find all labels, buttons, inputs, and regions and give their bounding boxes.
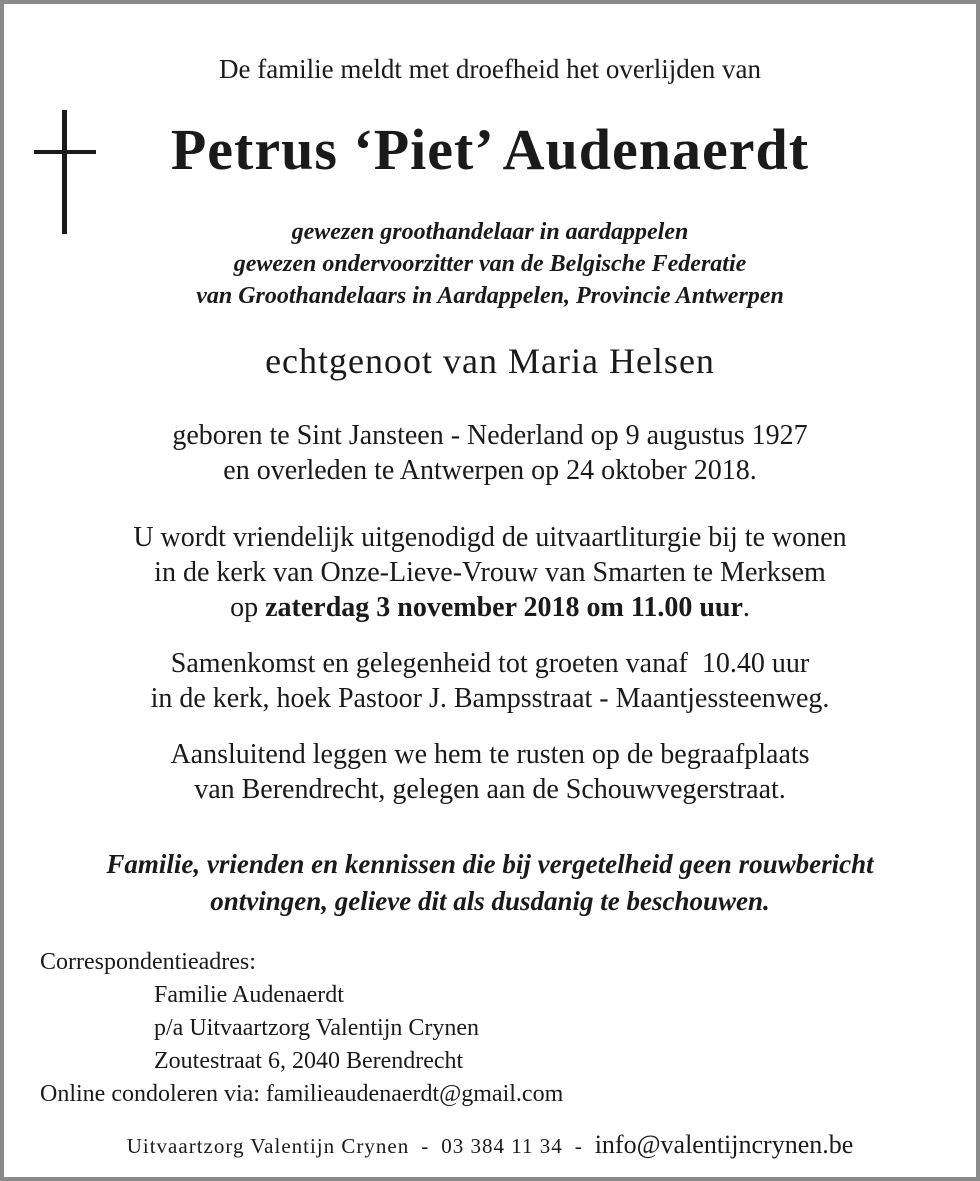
title-line: van Groothandelaars in Aardappelen, Provincie Antwerpen: [196, 283, 784, 309]
address-line: Familie Audenaerdt: [154, 982, 344, 1008]
deceased-name: Petrus ‘Piet’ Audenaerdt: [170, 117, 810, 182]
invitation-prefix: op: [230, 592, 266, 623]
footer-separator: -: [574, 1134, 583, 1158]
gathering-line: in de kerk, hoek Pastoor J. Bampsstraat - Maantjessteenweg.: [150, 683, 830, 714]
notice-note: [4, 846, 976, 920]
funeral-invitation: [4, 520, 976, 625]
invitation-date-line: [4, 590, 976, 625]
spouse-line: echtgenoot van Maria Helsen: [265, 341, 715, 381]
title-line: gewezen ondervoorzitter van de Belgische Federatie: [233, 251, 747, 277]
intro-line: De familie meldt met droefheid het overlijden van: [218, 54, 762, 84]
burial-line: Aansluitend leggen we hem te rusten op de begraafplaats: [170, 739, 810, 770]
died-line: en overleden te Antwerpen op 24 oktober 2018.: [223, 455, 757, 486]
correspondence-address: [40, 946, 563, 1111]
burial-line: van Berendrecht, gelegen aan de Schouwvegerstraat.: [194, 774, 786, 805]
correspondence-label: Correspondentieadres:: [40, 949, 256, 975]
note-line: ontvingen, gelieve dit als dusdanig te beschouwen.: [210, 886, 770, 916]
online-condolence: Online condoleren via: familieaudenaerdt@gmail.com: [40, 1081, 564, 1107]
address-line: Zoutestraat 6, 2040 Berendrecht: [154, 1048, 464, 1074]
gathering-info: [4, 646, 976, 716]
burial-info: [4, 737, 976, 807]
footer-company: Uitvaartzorg Valentijn Crynen: [126, 1134, 410, 1158]
born-line: geboren te Sint Jansteen - Nederland op 9 augustus 1927: [172, 420, 808, 451]
invitation-line: in de kerk van Onze-Lieve-Vrouw van Smarten te Merksem: [154, 557, 826, 588]
footer-separator: -: [421, 1134, 430, 1158]
invitation-suffix: .: [742, 592, 750, 623]
title-line: gewezen groothandelaar in aardappelen: [291, 219, 689, 245]
invitation-line: U wordt vriendelijk uitgenodigd de uitvaartliturgie bij te wonen: [133, 522, 847, 553]
footer: [4, 1130, 976, 1160]
note-line: Familie, vrienden en kennissen die bij vergetelheid geen rouwbericht: [106, 849, 874, 879]
birth-death-info: [4, 418, 976, 488]
footer-email: info@valentijncrynen.be: [594, 1130, 854, 1159]
footer-phone: 03 384 11 34: [441, 1134, 563, 1158]
gathering-line: Samenkomst en gelegenheid tot groeten vanaf 10.40 uur: [170, 648, 810, 679]
former-titles: [4, 216, 976, 312]
funeral-date-time: zaterdag 3 november 2018 om 11.00 uur: [265, 592, 743, 623]
address-line: p/a Uitvaartzorg Valentijn Crynen: [154, 1015, 480, 1041]
